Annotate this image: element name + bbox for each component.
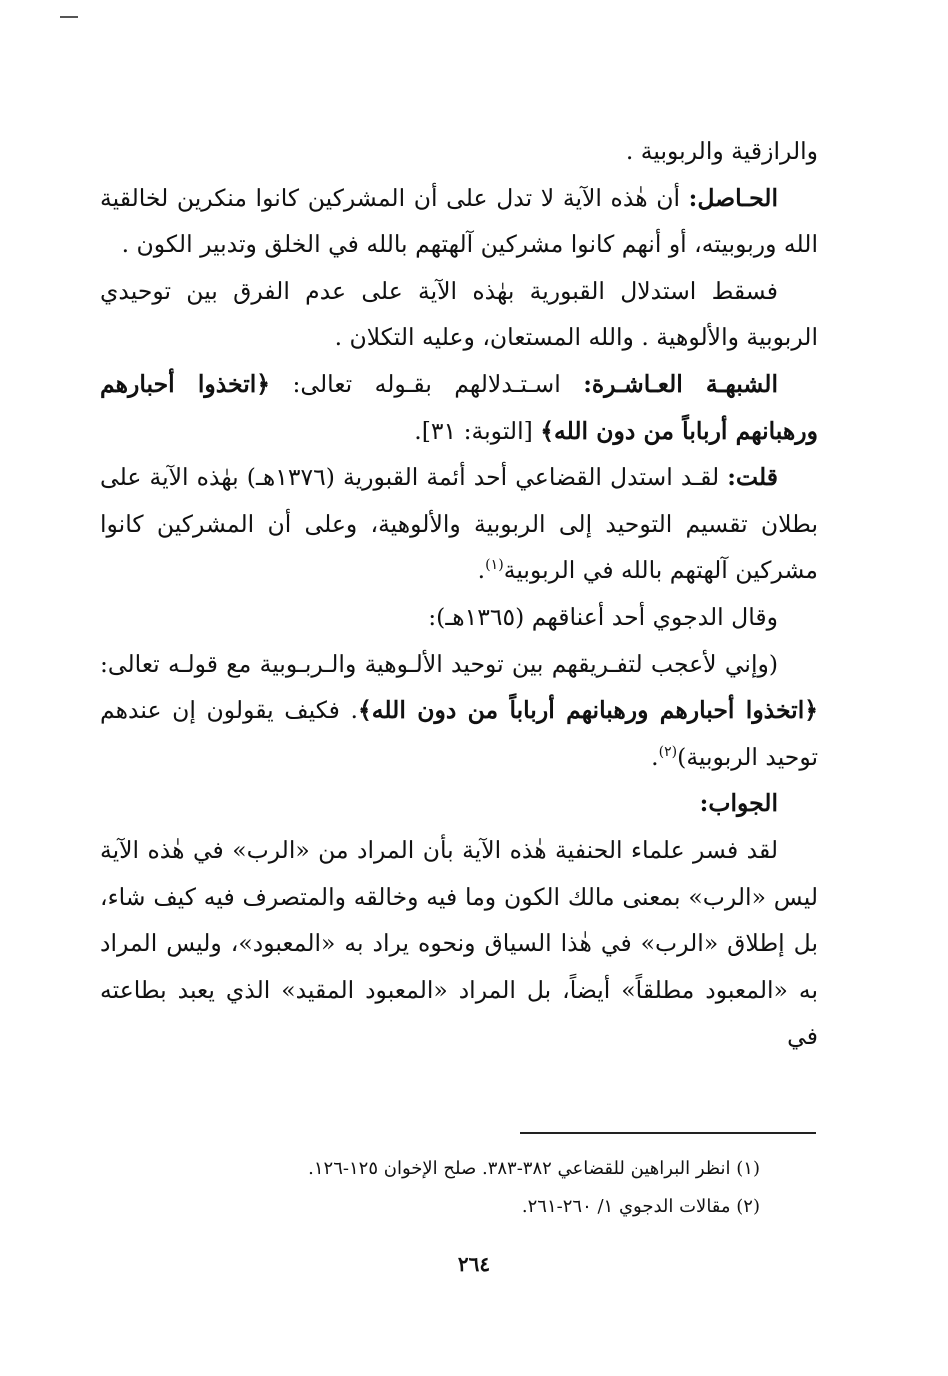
i-said-label: قلت:	[727, 463, 778, 492]
paragraph-continuation	[100, 128, 818, 175]
sentence-end: .	[651, 742, 659, 771]
conclusion-text: أن هٰذه الآية لا تدل على أن المشركين كانوا منكرين لخالقية الله وربوبيته، أو أنهم كانوا مشركين آلهتهم بالله في الخلق وتدبير الكون .	[100, 183, 818, 259]
verse-reference: [التوبة: ٣١].	[414, 416, 541, 445]
answer-text: لقد فسر علماء الحنفية هٰذه الآية بأن المراد من «الرب» في هٰذه الآية ليس «الرب» بمعنى مالك الكون وما فيه وخالقه والمتصرف فيه كيف شاء، بل إطلاق «الرب» في هٰذا السياق ونحوه يراد به «المعبود»، وليس المراد به «المعبود مطلقاً» أيضاً، بل المراد «المعبود المقيد» الذي يعبد بطاعته في	[100, 835, 818, 1051]
refutation-text: فسقط استدلال القبورية بهٰذه الآية على عدم الفرق بين توحيدي الربوبية والألوهية . والله المستعان، وعليه التكلان .	[100, 276, 818, 352]
page-body	[100, 128, 818, 1060]
paragraph-refutation	[100, 268, 818, 361]
footnote-1: (١) انظر البراهين للقضاعي ٣٨٢-٣٨٣. صلح الإخوان ١٢٥-١٢٦.	[308, 1158, 760, 1179]
tenth-doubt-text: اسـتـدلالهم بقـوله تعالى:	[270, 369, 584, 398]
footnote-ref-1[interactable]: (١)	[485, 557, 504, 574]
paragraph-answer	[100, 827, 818, 1060]
top-margin-mark	[60, 16, 78, 18]
quote-text: (وإني لأعجب لتفـريقهم بين توحيد الألـوهية والـربـوبية مع قولـه تعالى:	[100, 649, 778, 678]
answer-heading: الجواب:	[699, 789, 778, 818]
paragraph-quote	[100, 641, 818, 781]
paragraph-answer-heading	[100, 780, 818, 827]
sentence-end: .	[477, 556, 486, 585]
paragraph-i-said	[100, 454, 818, 594]
i-said-text: لقـد استدل القضاعي أحد أئمة القبورية (١٣٧٦هـ) بهٰذه الآية على بطلان تقسيم التوحيد إلى الربوبية والألوهية، وعلى أن المشركين كانوا مشركين آلهتهم بالله في الربوبية	[100, 463, 818, 585]
continued-text: والرازقية والربوبية .	[625, 137, 818, 165]
paragraph-tenth-doubt	[100, 361, 818, 454]
paragraph-dajawi	[100, 594, 818, 641]
footnote-separator	[520, 1132, 816, 1134]
footnote-2: (٢) مقالات الدجوي ١/ ٢٦٠-٢٦١.	[521, 1196, 760, 1217]
footnotes	[100, 1150, 760, 1226]
quran-verse: ﴿اتخذوا أحبارهم ورهبانهم أرباباً من دون الله﴾	[358, 696, 819, 725]
quran-verse: ﴿اتخذوا أحبارهم ورهبانهم أرباباً من دون الله﴾	[100, 369, 818, 445]
paragraph-conclusion	[100, 175, 818, 268]
tenth-doubt-label: الشبهـة العـاشـرة:	[583, 369, 778, 398]
page-number: ٢٦٤	[457, 1252, 491, 1276]
conclusion-label: الحـاصل:	[688, 183, 778, 212]
footnote-ref-2[interactable]: (٢)	[658, 743, 678, 760]
quote-text-continued: . فكيف يقولون إن عندهم توحيد الربوبية)	[100, 696, 818, 771]
dajawi-intro-text: وقال الدجوي أحد أعناقهم (١٣٦٥هـ):	[428, 602, 778, 631]
